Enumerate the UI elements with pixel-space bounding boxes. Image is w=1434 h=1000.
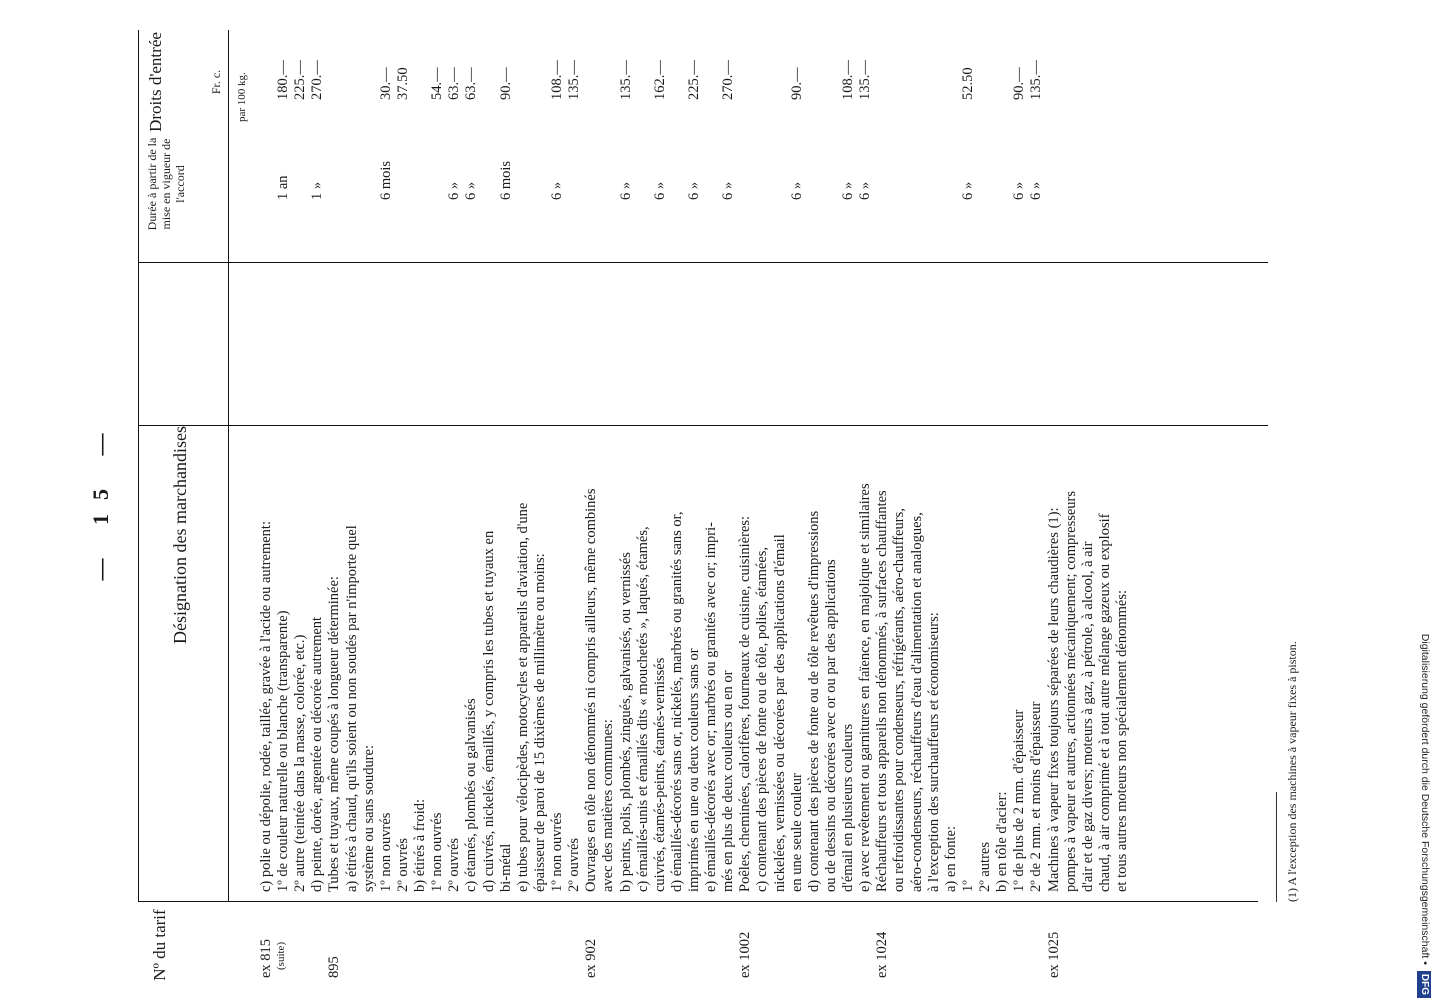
designation-text: d'air et de gaz divers; moteurs à gaz, à pétrole, à alcool, à air [1079, 541, 1096, 892]
designation-text: à l'exception des surchauffeurs et économiseurs: [925, 612, 942, 892]
designation-text: épaisseur de paroi de 15 dixièmes de millimètre ou moins: [531, 553, 548, 892]
designation-text: c) polie ou dépolie, rodée, taillée, gravée à l'acide ou autrement: [258, 521, 274, 892]
designation-text: 1º non ouvrés [549, 812, 566, 892]
designation-text: Machines à vapeur fixes toujours séparées de leurs chaudières (1): [1045, 507, 1062, 892]
duration-value: 6 » [463, 181, 480, 200]
tariff-number-note: (suite) [275, 941, 287, 970]
designation-text: a) en fonte: [942, 825, 959, 892]
duty-value: 63.— [446, 67, 463, 100]
duration-value: 6 » [617, 181, 634, 200]
duty-value: 63.— [463, 67, 480, 100]
duration-value: 6 » [686, 181, 702, 200]
duty-value: 135.— [566, 60, 583, 100]
designation-text: d) émaillés-décorés sans or, nickelés, marbrés ou granités sans or, [668, 511, 685, 892]
designation-text: 1º non ouvrés [429, 812, 446, 892]
designation-text: 1º de couleur naturelle ou blanche (transparente) [275, 610, 292, 892]
duration-value: 6 » [857, 181, 874, 200]
designation-text: 1º [959, 880, 976, 892]
dfg-logo: DFG [1417, 971, 1431, 998]
tariff-number: ex 815 [258, 938, 274, 978]
column-divider [138, 425, 1268, 426]
designation-text: més en plus de deux couleurs ou en or [720, 670, 737, 892]
duration-value: 6 » [651, 181, 668, 200]
duty-value: 37.50 [394, 67, 411, 100]
designation-text: ou de dessins ou décorées avec or ou par des applications [822, 559, 839, 892]
designation-text: d) cuivrés, nickelés, émaillés, y compris les tubes et tuyaux en [480, 530, 497, 892]
designation-text: Tubes et tuyaux, même coupés à longueur déterminée: [326, 576, 343, 892]
page-number: — 15 — [88, 419, 113, 581]
designation-text: nickelées, vernissées ou décorées par des applications d'émail [771, 534, 788, 892]
duration-value: 6 mois [497, 160, 514, 200]
header-designation: Désignation des marchandises [170, 426, 190, 644]
designation-text: e) avec revêtement ou garnitures en faïence, en majolique et similaires [857, 483, 874, 892]
designation-text: e) émaillés-décorés avec or; marbrés ou granités avec or; impri- [703, 522, 720, 892]
designation-text: en une seule couleur [788, 773, 805, 892]
designation-text: pompes à vapeur et autres, actionnées mécaniquement; compresseurs [1062, 490, 1079, 892]
designation-text: 1º non ouvrés [377, 812, 394, 892]
designation-text: c) contenant des pièces de fonte ou de tôle, polies, étamées, [754, 546, 771, 892]
tariff-number: ex 1025 [1045, 931, 1062, 978]
header-tariff-no: Nº du tarif [150, 909, 169, 981]
duration-value: 6 » [446, 181, 463, 200]
duty-value: 30.— [377, 67, 394, 100]
duration-value: 1 » [309, 181, 326, 200]
duty-value: 270.— [720, 60, 737, 100]
duty-value: 108.— [549, 60, 566, 100]
footnote: (1) A l'exception des machines à vapeur fixes à piston. [1285, 641, 1299, 902]
column-divider [138, 262, 1268, 263]
designation-text: cuivrés, étamés-peints, étamés-vernissés [651, 657, 668, 892]
tariff-number: ex 1002 [737, 931, 754, 978]
designation-text: et tous autres moteurs non spécialement dénommés: [1114, 589, 1130, 892]
duration-value: 6 » [840, 181, 857, 200]
footnote-rule [1276, 792, 1277, 902]
designation-text: b) étirés à froid: [412, 798, 429, 892]
duty-value: 180.— [275, 60, 292, 100]
duration-value: 6 » [1028, 181, 1045, 200]
tariff-number: ex 1024 [874, 931, 891, 978]
header-duties-currency: Fr. c. [209, 69, 223, 95]
duty-value: 90.— [1011, 67, 1028, 100]
designation-text: Réchauffeurs et tous appareils non dénommés, à surfaces chauffantes [874, 490, 891, 892]
tariff-number: ex 902 [583, 938, 600, 978]
dfg-watermark [1415, 8, 1434, 998]
tariff-number: 895 [326, 956, 343, 978]
designation-text: b) peints, polis, plombés, zingués, galvanisés, ou vernissés [617, 552, 634, 892]
designation-text: ou refroidissantes pour condenseurs, réfrigérants, aéro-chauffeurs, [891, 508, 908, 892]
duty-value: 162.— [651, 60, 668, 100]
designation-text: 2º autres [977, 842, 994, 892]
designation-text: d) contenant des pièces de fonte ou de tôle revêtues d'impressions [805, 510, 822, 892]
designation-text: Poêles, cheminées, calorifères, fourneaux de cuisine, cuisinières: [737, 515, 754, 892]
designation-text: e) tubes pour vélocipèdes, motocycles et appareils d'aviation, d'une [514, 502, 531, 892]
duty-value: 225.— [686, 60, 702, 100]
duration-value: 6 mois [377, 160, 394, 200]
designation-text: bi-métal [497, 843, 514, 892]
designation-text: d) peinte, dorée, argentée ou décorée autrement [309, 616, 326, 892]
table-top-rule [138, 30, 139, 902]
designation-text: 2º de 2 mm. et moins d'épaisseur [1028, 701, 1045, 892]
duty-value: 52.50 [959, 67, 976, 100]
header-bottom-rule [228, 30, 229, 902]
designation-text: 1º de plus de 2 mm. d'épaisseur [1011, 709, 1028, 892]
designation-text: Ouvrages en tôle non dénommés ni compris ailleurs, même combinés [583, 488, 600, 892]
duty-value: 108.— [840, 60, 857, 100]
designation-text: 2º ouvrés [446, 837, 463, 892]
column-divider [138, 901, 1258, 902]
header-duties: Droits d'entrée [146, 32, 165, 132]
duty-value: 225.— [292, 60, 309, 100]
duty-value: 270.— [309, 60, 326, 100]
duration-value: 6 » [959, 181, 976, 200]
duration-value: 6 » [549, 181, 566, 200]
duty-value: 90.— [497, 67, 514, 100]
designation-text: avec des matières communes: [600, 719, 617, 892]
duty-value: 54.— [429, 67, 446, 100]
designation-text: c) étamés, plombés ou galvanisés [463, 698, 480, 892]
designation-text: système ou sans soudure: [360, 745, 377, 892]
duty-value: 90.— [788, 67, 805, 100]
designation-text: c) émaillés-unis et émaillés dits « mouchetés », laqués, étamés, [634, 526, 651, 892]
designation-text: imprimés en une ou deux couleurs sans or [686, 648, 702, 892]
header-duration: Durée à partir de la mise en vigueur de l'accord [145, 137, 187, 231]
watermark-text: Digitalisierung gefördert durch die Deutsche Forschungsgemeinschaft • [1419, 633, 1431, 965]
duration-value: 6 » [788, 181, 805, 200]
duration-value: 6 » [1011, 181, 1028, 200]
designation-text: 2º ouvrés [394, 837, 411, 892]
designation-text: 2º ouvrés [566, 837, 583, 892]
duty-value: 135.— [617, 60, 634, 100]
designation-text: d'émail en plusieurs couleurs [840, 723, 857, 892]
designation-text: aéro-condenseurs, réchauffeurs d'eau d'alimentation et analogues, [908, 512, 925, 892]
duration-value: 6 » [720, 181, 737, 200]
duties-unit-label: par 100 kg. [236, 72, 248, 122]
designation-text: chaud, à air comprimé et à tout autre mélange gazeux ou explosif [1096, 513, 1113, 892]
designation-text: a) étirés à chaud, qu'ils soient ou non soudés par n'importe quel [343, 525, 360, 892]
duty-value: 135.— [857, 60, 874, 100]
duration-value: 1 an [275, 175, 292, 200]
duty-value: 135.— [1028, 60, 1045, 100]
designation-text: b) en tôle d'acier: [994, 791, 1011, 892]
designation-text: 2º autre (teintée dans la masse, colorée, etc.) [292, 634, 309, 892]
